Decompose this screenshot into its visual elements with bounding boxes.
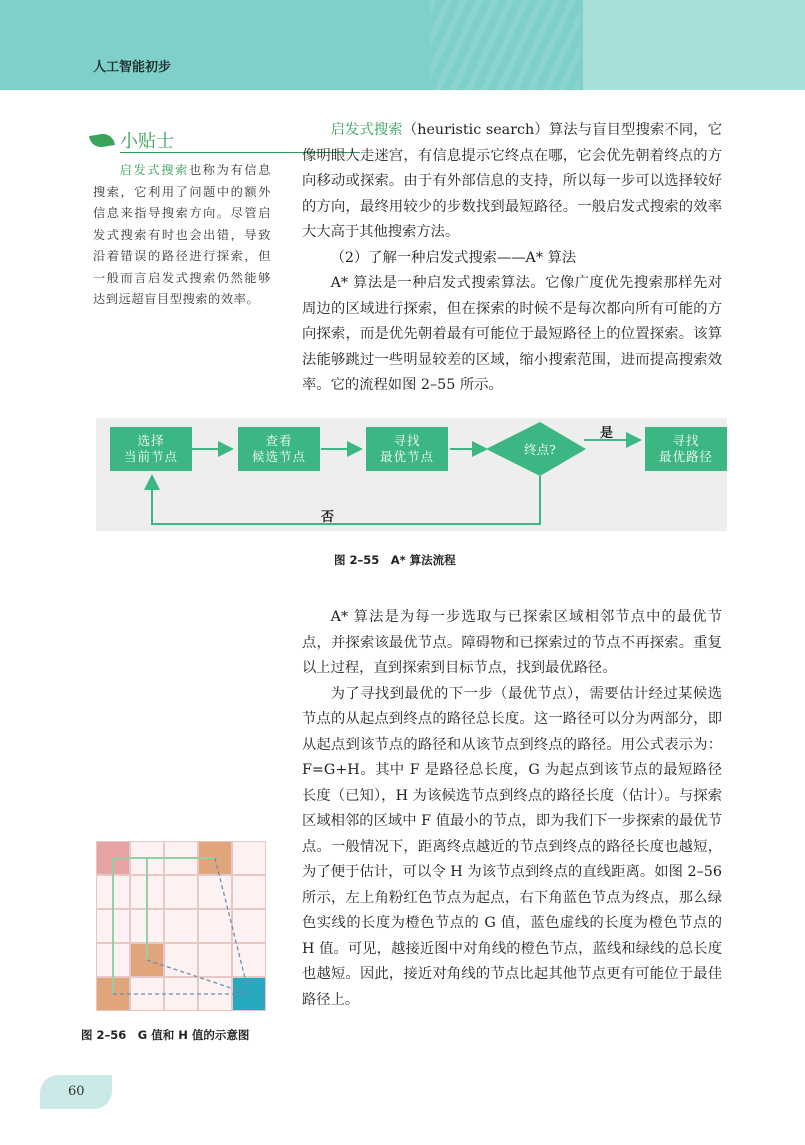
astar-steps-paragraph: A* 算法是为每一步选取与已探索区域相邻节点中的最优节点，并探索该最优节点。障碍物和已探索过的节点不再探索。重复以上过程，直到探索到目标节点，找到最优路径。 [302, 609, 722, 676]
node-find-best: 寻找 最优节点 [366, 427, 448, 471]
explanation-section [302, 605, 722, 1013]
decision-label: 终点? [524, 442, 556, 457]
yes-label: 是 [600, 426, 614, 441]
term-heuristic: 启发式搜索 [330, 122, 403, 138]
astar-paragraph: A* 算法是一种启发式搜索算法。它像广度优先搜索那样先对周边的区域进行探索，但在探索的时候不是每次都向所有可能的方向探索，而是优先朝着最有可能位于最短路径上的位置探索。该算法能够跳过一些明显较差的区域，缩小搜索范围，进而提高搜索效率。它的流程如图 2–55 所示。 [302, 275, 722, 393]
book-title: 人工智能初步 [93, 60, 172, 75]
intro-section [302, 118, 722, 399]
arrow-no-loop [152, 476, 540, 524]
tip-body [93, 160, 271, 311]
path-lines [96, 841, 266, 1011]
leaf-icon [89, 132, 115, 149]
tip-term: 启发式搜索 [118, 163, 189, 177]
g-h-grid-figure [96, 841, 266, 1011]
g-path-line [113, 858, 147, 960]
header-right-panel [583, 0, 805, 90]
formula-paragraph: 为了寻找到最优的下一步（最优节点），需要估计经过某候选节点的从起点到终点的路径总长度。这一路径可以分为两部分，即从起点到该节点的路径和从该节点到终点的路径。用公式表示为：F=G+H。其中 F 是路径总长度，G 为起点到该节点的最短路径长度（已知），H 为该候选节点到终点的路径长度（估计）。与探索区域相邻的区域中 F 值最小的节点，即为我们下一步探索的最优节点。一般情况下，距离终点越近的节点到终点的路径长度也越短，为了便于估计，可以令 H 为该节点到终点的直线距离。如图 2–56 所示，左上角粉红色节点为起点，右下角蓝色节点为终点，那么绿色实线的长度为橙色节点的 G 值，蓝色虚线的长度为橙色节点的 H 值。可见，越接近图中对角线的橙色节点，蓝线和绿线的总长度也越短。因此，接近对角线的节点比起其他节点更有可能位于最佳路径上。 [302, 685, 722, 1008]
node-find-path: 寻找 最优路径 [645, 427, 727, 471]
header-band [0, 0, 805, 90]
figure-caption-2-56: 图 2–56 G 值和 H 值的示意图 [81, 1028, 250, 1042]
no-label: 否 [321, 510, 335, 525]
intro-paragraph: （heuristic search）算法与盲目型搜索不同，它像明眼人走迷宫，有信息提示它终点在哪，它会优先朝着终点的方向移动或探索。由于有外部信息的支持，所以每一步可以选择较好的方向，最终用较少的步数找到最短路径。一般启发式搜索的效率大大高于其他搜索方法。 [302, 122, 723, 240]
section-heading: （2）了解一种启发式搜索——A* 算法 [330, 249, 577, 266]
h-dashed-line [147, 960, 249, 994]
tip-box-heading [90, 126, 270, 156]
tip-title: 小贴士 [120, 131, 174, 152]
node-select-current: 选择 当前节点 [110, 427, 192, 471]
tip-text: 也称为有信息搜索，它利用了问题中的额外信息来指导搜索方向。尽管启发式搜索有时也会出错，导致沿着错误的路径进行探索，但一般而言启发式搜索仍然能够达到远超盲目型搜索的效率。 [93, 163, 272, 306]
header-decoration [430, 0, 580, 90]
figure-caption-2-55: 图 2–55 A* 算法流程 [334, 553, 456, 567]
h-dashed-line [215, 858, 249, 994]
astar-flowchart [96, 418, 727, 531]
node-view-candidates: 查看 候选节点 [238, 427, 320, 471]
page-number: 60 [68, 1084, 85, 1099]
